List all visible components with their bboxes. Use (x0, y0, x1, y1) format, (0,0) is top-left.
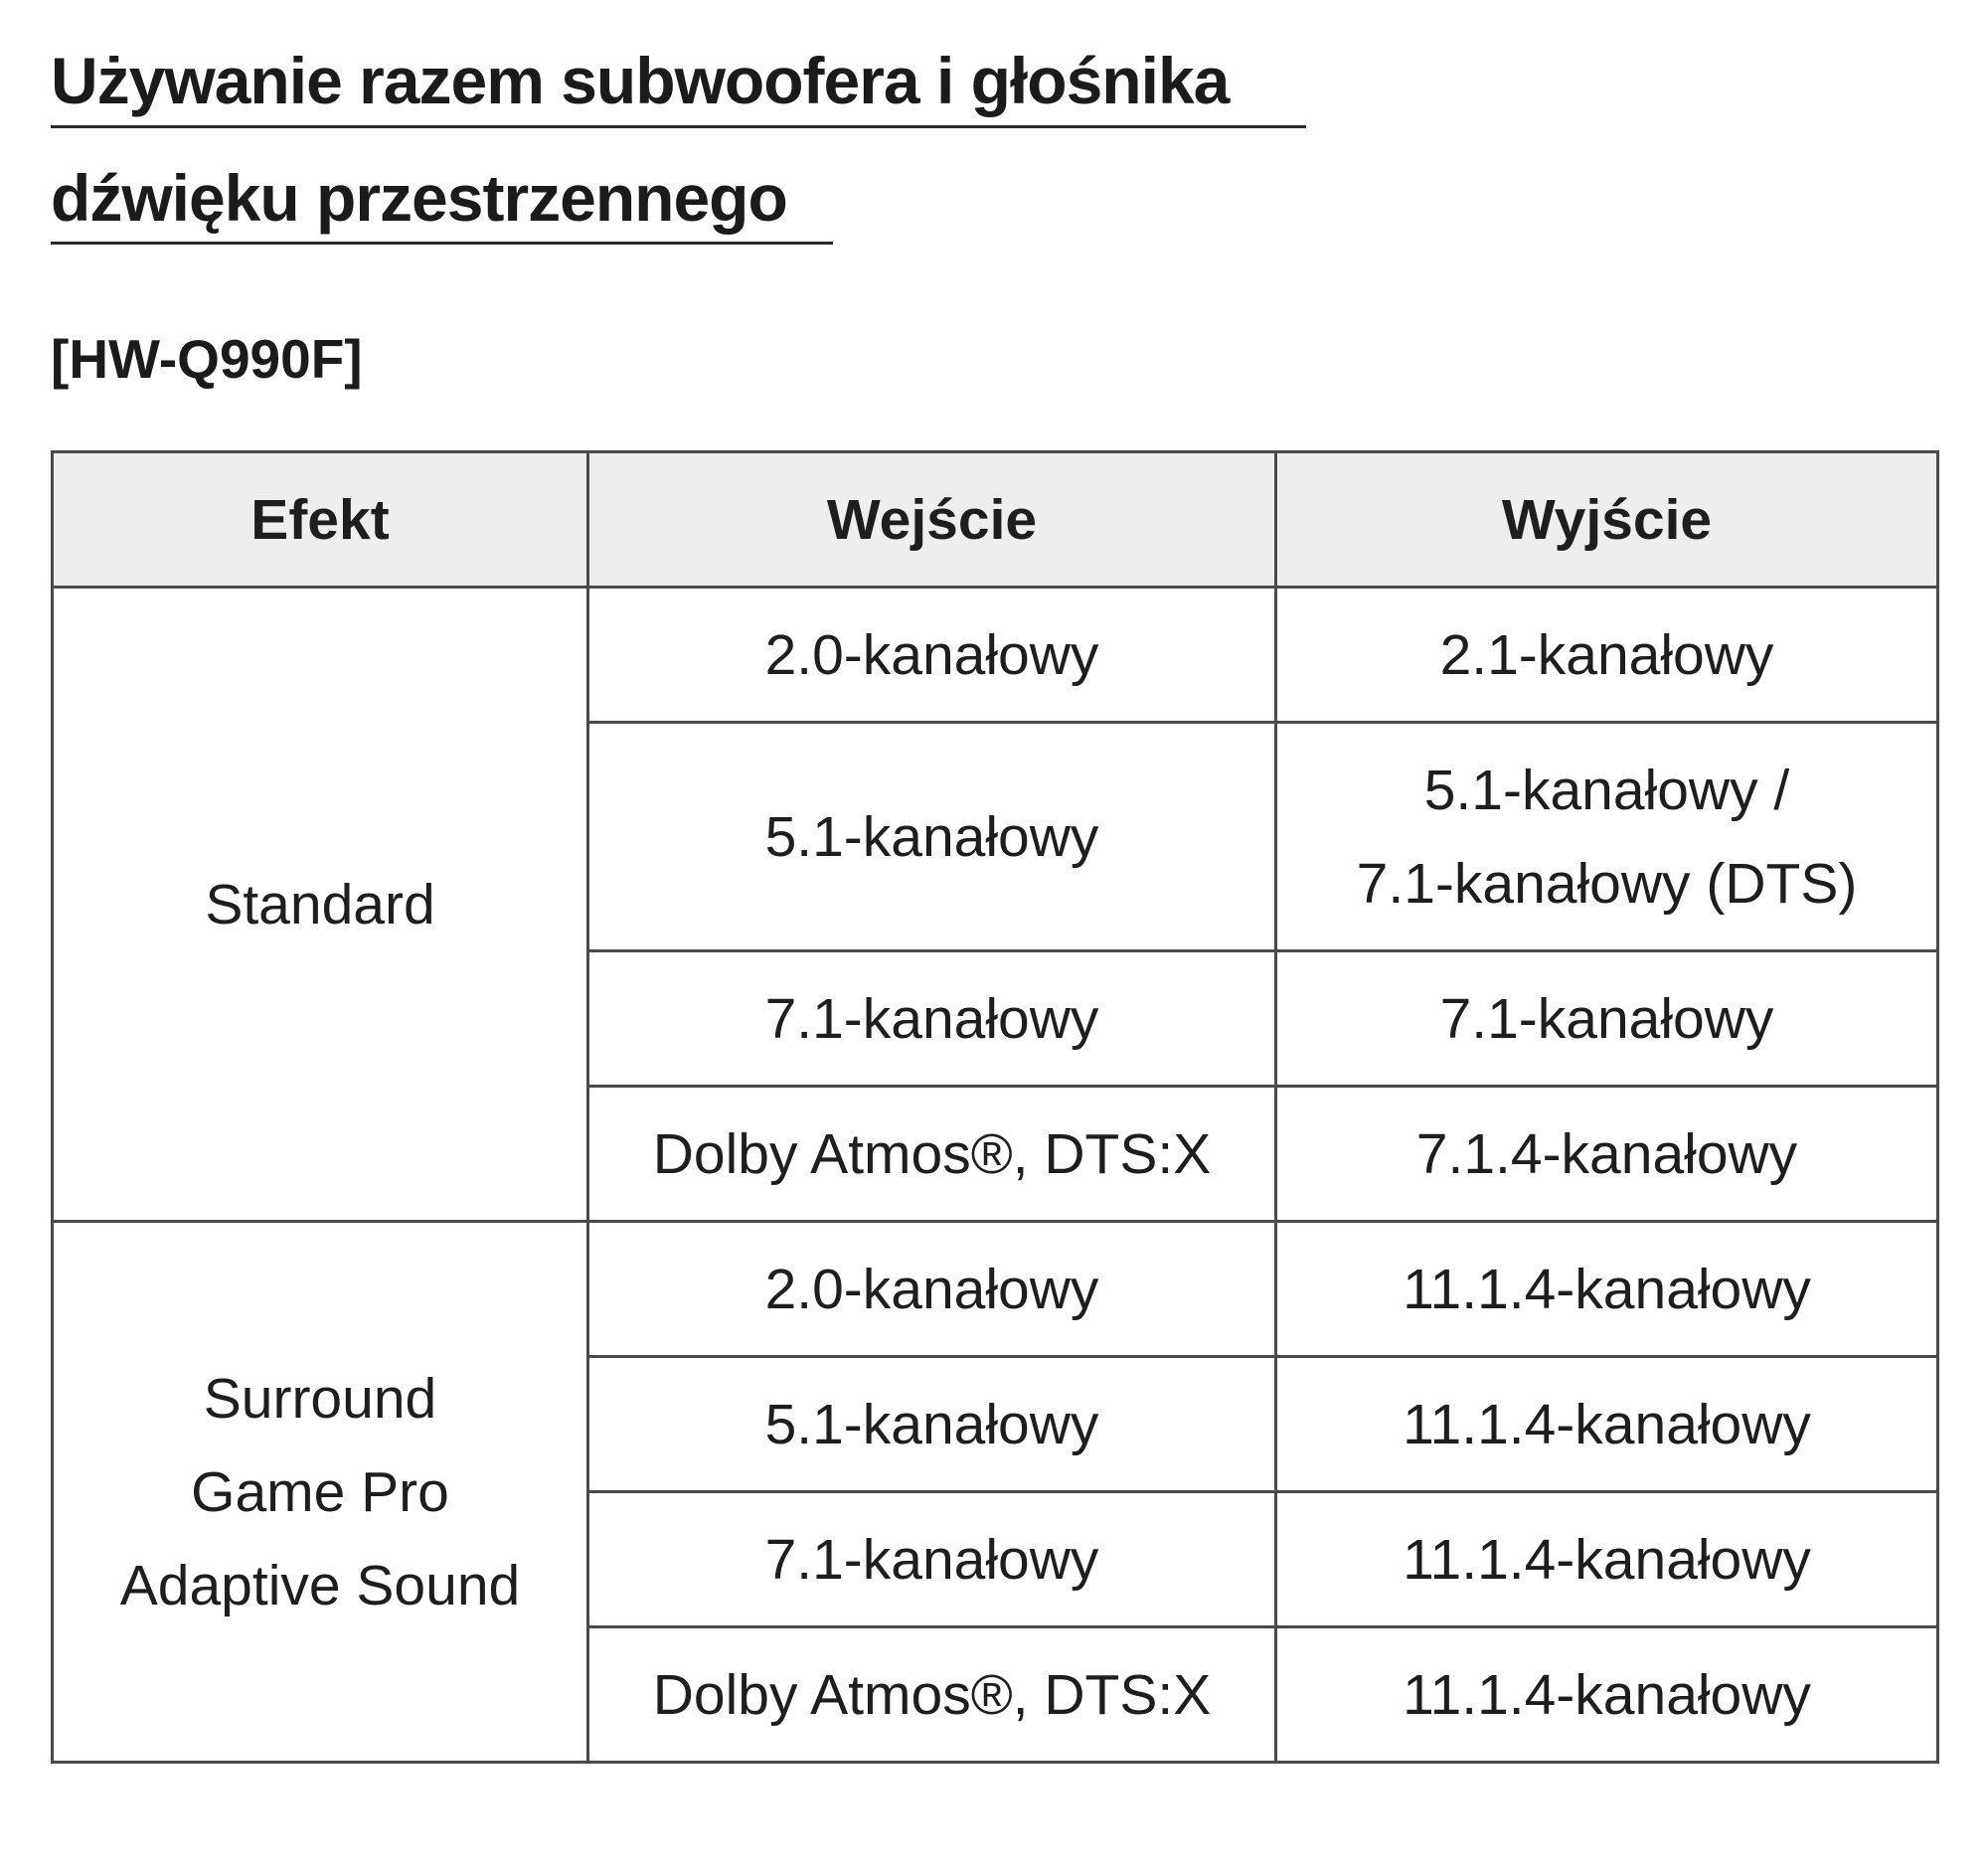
page-title-line-1: Używanie razem subwoofera i głośnika (51, 44, 1230, 117)
input-cell (588, 588, 1276, 723)
effect-cell (53, 1222, 588, 1763)
input-cell (588, 1627, 1276, 1763)
input-cell (588, 951, 1276, 1087)
header-input: Wejście (588, 452, 1276, 588)
model-label: [HW-Q990F] (51, 328, 363, 390)
input-value: Dolby Atmos®, DTS:X (652, 1662, 1212, 1727)
header-effect: Efekt (53, 452, 588, 588)
input-cell (588, 1357, 1276, 1492)
input-value: 7.1-kanałowy (764, 1527, 1099, 1592)
output-cell (1276, 1492, 1938, 1627)
input-value: 5.1-kanałowy (764, 1392, 1099, 1456)
effect-label: Adaptive Sound (119, 1553, 521, 1617)
input-cell (588, 1222, 1276, 1357)
output-cell (1276, 1357, 1938, 1492)
output-cell (1276, 723, 1938, 951)
output-value: 7.1.4-kanałowy (1415, 1121, 1798, 1186)
output-value: 5.1-kanałowy / (1423, 758, 1790, 822)
output-cell (1276, 951, 1938, 1087)
input-value: 5.1-kanałowy (764, 804, 1099, 869)
input-cell (588, 1492, 1276, 1627)
output-value: 7.1-kanałowy (DTS) (1356, 851, 1858, 916)
output-value: 11.1.4-kanałowy (1403, 1662, 1811, 1727)
input-cell (588, 1087, 1276, 1222)
effect-label: Surround (203, 1366, 437, 1431)
effect-label: Standard (205, 872, 435, 936)
output-cell (1276, 588, 1938, 723)
input-value: 2.0-kanałowy (764, 1257, 1099, 1321)
table-row (53, 588, 1938, 723)
input-cell (588, 723, 1276, 951)
effect-label: Game Pro (191, 1459, 449, 1524)
input-value: 2.0-kanałowy (764, 622, 1099, 687)
output-cell (1276, 1222, 1938, 1357)
header-output: Wyjście (1276, 452, 1938, 588)
effect-cell (53, 588, 588, 1222)
output-value: 11.1.4-kanałowy (1403, 1527, 1811, 1592)
output-value: 11.1.4-kanałowy (1403, 1257, 1811, 1321)
output-cell (1276, 1627, 1938, 1763)
title-underline-2 (51, 242, 833, 245)
title-underline-1 (51, 125, 1306, 128)
page-title-line-2: dźwięku przestrzennego (51, 161, 787, 235)
input-value: 7.1-kanałowy (764, 986, 1099, 1051)
table-row (53, 1222, 1938, 1357)
output-value: 11.1.4-kanałowy (1403, 1392, 1811, 1456)
output-value: 7.1-kanałowy (1439, 986, 1774, 1051)
output-value: 2.1-kanałowy (1439, 622, 1774, 687)
table-header-row (53, 452, 1938, 588)
output-cell (1276, 1087, 1938, 1222)
input-value: Dolby Atmos®, DTS:X (652, 1121, 1212, 1186)
channel-table (51, 450, 1939, 1764)
